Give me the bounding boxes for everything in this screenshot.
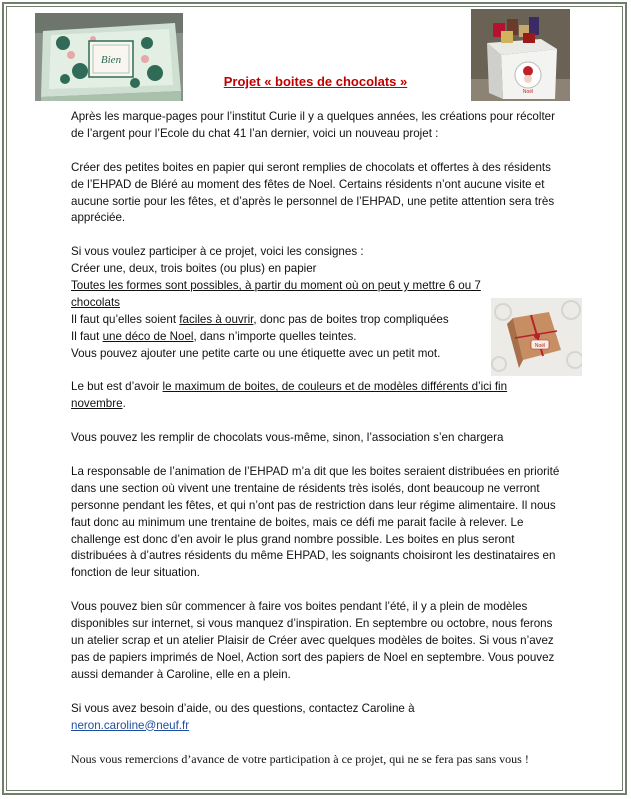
goal-prefix: Le but est d’avoir (71, 380, 163, 394)
card-label-text: Bien (100, 54, 122, 66)
page-title: Projet « boites de chocolats » (223, 74, 408, 89)
consigne-easy-open-underlined: faciles à ouvrir (179, 312, 254, 326)
consigne-shapes: Toutes les formes sont possibles, à partir du moment où on peut y mettre 6 ou 7 chocolats (71, 279, 481, 309)
consignes-intro: Si vous voulez participer à ce projet, voici les consignes : (71, 245, 364, 259)
consigne-quantity: Créer une, deux, trois boites (ou plus) en papier (71, 262, 317, 276)
consigne-easy-open (71, 312, 561, 329)
contact-email-link[interactable]: neron.caroline@neuf.fr (71, 718, 190, 732)
paragraph-start: Vous pouvez bien sûr commencer à faire vos boites pendant l’été, il y a plein de modèles disponibles sur internet, si vous manquez d’inspiration. En septembre ou octobre, nous ferons un atelier scrap et un atelier Plaisir de Créer avec quelques modèles de boites. Si vous n’avez pas de papiers imprimés de Noel, Action sort des papiers de Noel en septembre. Vous pouvez aussi demander à Caroline, elle en a plein. (71, 600, 555, 681)
consigne-easy-open-prefix: Il faut qu’elles soient (71, 312, 180, 326)
letter-body (71, 109, 561, 751)
consigne-easy-open-suffix: , donc pas de boites trop compliquées (253, 312, 449, 326)
goal-underlined: le maximum de boites, de couleurs et de modèles différents d’ici fin novembre (71, 380, 508, 411)
small-box-tag-text: Noël (534, 343, 546, 349)
consigne-deco-underlined: une déco de Noel (102, 329, 194, 343)
paragraph-help (71, 701, 561, 735)
paragraph-create: Créer des petites boites en papier qui seront remplies de chocolats et offertes à des résidents de l’EHPAD de Bléré au moment des fêtes de Noel. Certains résidents n’ont aucune visite et aucune sortie pour les fêtes, et d’après le personnel de l’EHPAD, une petite attention sera très appréciée. (71, 160, 555, 225)
paragraph-goal (71, 379, 561, 413)
paragraph-consignes (71, 244, 561, 362)
closing-thanks: Nous vous remercions d’avance de votre participation à ce projet, qui ne se fera pas sans vous ! (71, 752, 529, 766)
help-text: Si vous avez besoin d’aide, ou des questions, contactez Caroline à (71, 701, 415, 715)
box-tag-text: Noël (522, 89, 534, 95)
goal-suffix: . (122, 397, 126, 411)
consigne-deco (71, 329, 561, 346)
paragraph-fill: Vous pouvez les remplir de chocolats vous-même, sinon, l’association s’en chargera (71, 431, 504, 445)
consigne-deco-prefix: Il faut (71, 329, 103, 343)
paragraph-distribution: La responsable de l’animation de l’EHPAD m’a dit que les boites seraient distribuées en priorité dans une section où vivent une trentaine de résidents très isolés, dont beaucoup ne verront personne pendant les fêtes, et qui n’ont pas de restriction dans leur régime alimentaire. Il nous faut donc au minimum une trentaine de boites, mais ce défi me parait facile à relever. Le challenge est donc d’en avoir le plus grand nombre possible. Les boites en plus seront distribuées à d’autres résidents du même EHPAD, les soignants choisiront les destinataires en fonction de leur situation. (71, 464, 560, 580)
consigne-deco-suffix: , dans n’importe quelles teintes. (193, 329, 357, 343)
consigne-card: Vous pouvez ajouter une petite carte ou une étiquette avec un petit mot. (71, 346, 441, 360)
paragraph-intro: Après les marque-pages pour l’institut Curie il y a quelques années, les créations pour récolter de l’argent pour l’Ecole du chat 41 l’an dernier, voici un nouveau projet : (71, 110, 555, 140)
